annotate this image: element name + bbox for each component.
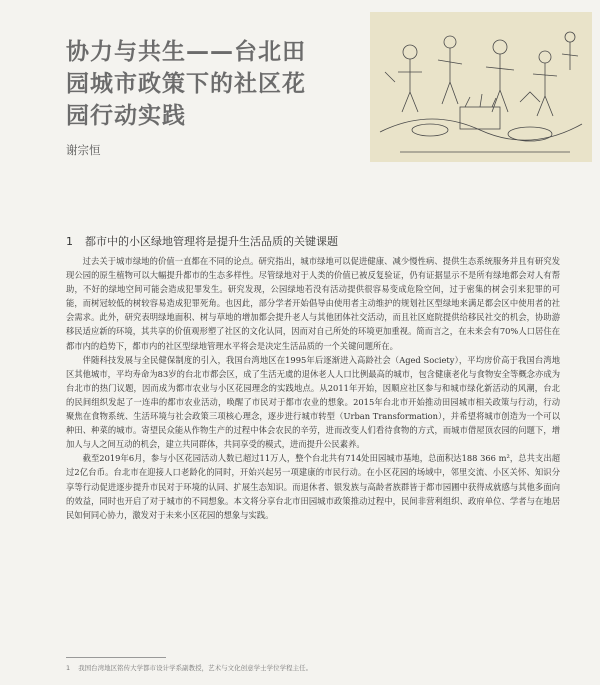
section-heading xyxy=(66,233,338,249)
body-paragraph: 伴随科技发展与全民健保制度的引入，我国台湾地区在1995年后逐渐进入高龄社会（Aged Society），平均房价高于我国台湾地区其他城市，平均寿命为83岁的台北市都会区，成了生活无虞的退休老人人口比例最高的城市，包含健康老化与食物安全等概念亦成为台北市的热门议题，因而成为都市农业与小区花园理念的实践地点。从2011年开始，因顺应社区参与和城市绿化新活动的风潮，台北的民间组织发起了一连串的都市农业活动，唤醒了市民对于都市农业的想象。2015年台北市开始推动田园城市相关政策与行动，行动聚焦在食物系统、生活环境与社会政策三项核心理念，逐步进行城市转型（Urban Transformation），并希望将城市创造为一个可以种田、种菜的城市。寄望民众能从作物生产的过程中体会农民的辛劳，进而改变人们看待食物的方式，而城市借屋顶农园的问题下，增加人与人之间互动的机会，建立共同群体，共同享受的模式，进而提升公民素养。 xyxy=(66,354,560,450)
article-title xyxy=(66,36,366,132)
author-name: 谢宗恒 xyxy=(66,143,101,157)
body-paragraph: 过去关于城市绿地的价值一直都在不同的论点。研究指出，城市绿地可以促进健康、减少慢性病、提供生态系统服务并且有研究发现公园的原生植物可以大幅提升都市的生态多样性。尽管绿地对于人类的价值已被反复验证，仍有证据显示不是所有绿地都会对人有帮助，不好的绿地空间可能会造成犯罪发生。研究发现，公园绿地若没有活动提供很容易变成危险空间，过于密集的树会引来犯罪的可能，而树冠较低的树较容易造成犯罪死角。也因此，部分学者开始倡导由使用者主动维护的规划社区型绿地来满足都会区中使用者的社会需求。此外，研究表明绿地面积、树与草地的增加都会提升老人与其他团体社交活动，而且社区庭院提供给移民社交的机会，协助游移民适应新的环境，其共享的价值观形塑了社区的文化认同，因而对自己所处的环境更加重视。简而言之，在未来会有70%人口居住在都市内的趋势下，都市内的社区型绿地管理水平将会是决定生活品质的一个关键问题所在。 xyxy=(66,256,560,351)
footnote-text: 我国台湾地区铭传大学都市设计学系副教授，艺术与文化创意学士学位学程主任。 xyxy=(78,664,313,672)
footnote-number: 1 xyxy=(66,664,71,672)
title-line: 园城市政策下的社区花 xyxy=(66,71,306,97)
footnote-divider xyxy=(66,657,166,658)
header-illustration xyxy=(370,12,592,162)
community-gardening-sketch xyxy=(370,12,592,162)
title-line: 园行动实践 xyxy=(66,103,186,129)
section-title: 都市中的小区绿地管理将是提升生活品质的关键课题 xyxy=(85,235,338,248)
body-paragraph: 截至2019年6月，参与小区花园活动人数已超过11万人，整个台北共有714处田园城市基地，总面积达188 366 m²，总共支出超过2亿台币。台北市在迎接人口老龄化的同时，开始兴起另一项建康的市民行动。在小区花园的场域中，邻里交流、小区关怀、知识分享等行动促进逐步提升市民对于环境的认同、扩展生态知识。而退休者、银发族与高龄者族群皆于都市园圃中获得成就感与其他多面向的效益，同时也开启了对于城市的不同想象。本文将分享台北市田园城市政策推动过程中，民间非营利组织、政府单位、学者与在地居民如何同心协力，激发对于未来小区花园的想象与实践。 xyxy=(66,453,560,520)
article-body xyxy=(66,254,560,522)
section-number: 1 xyxy=(66,235,73,248)
footnote xyxy=(66,663,546,672)
title-line: 协力与共生——台北田 xyxy=(66,39,306,65)
